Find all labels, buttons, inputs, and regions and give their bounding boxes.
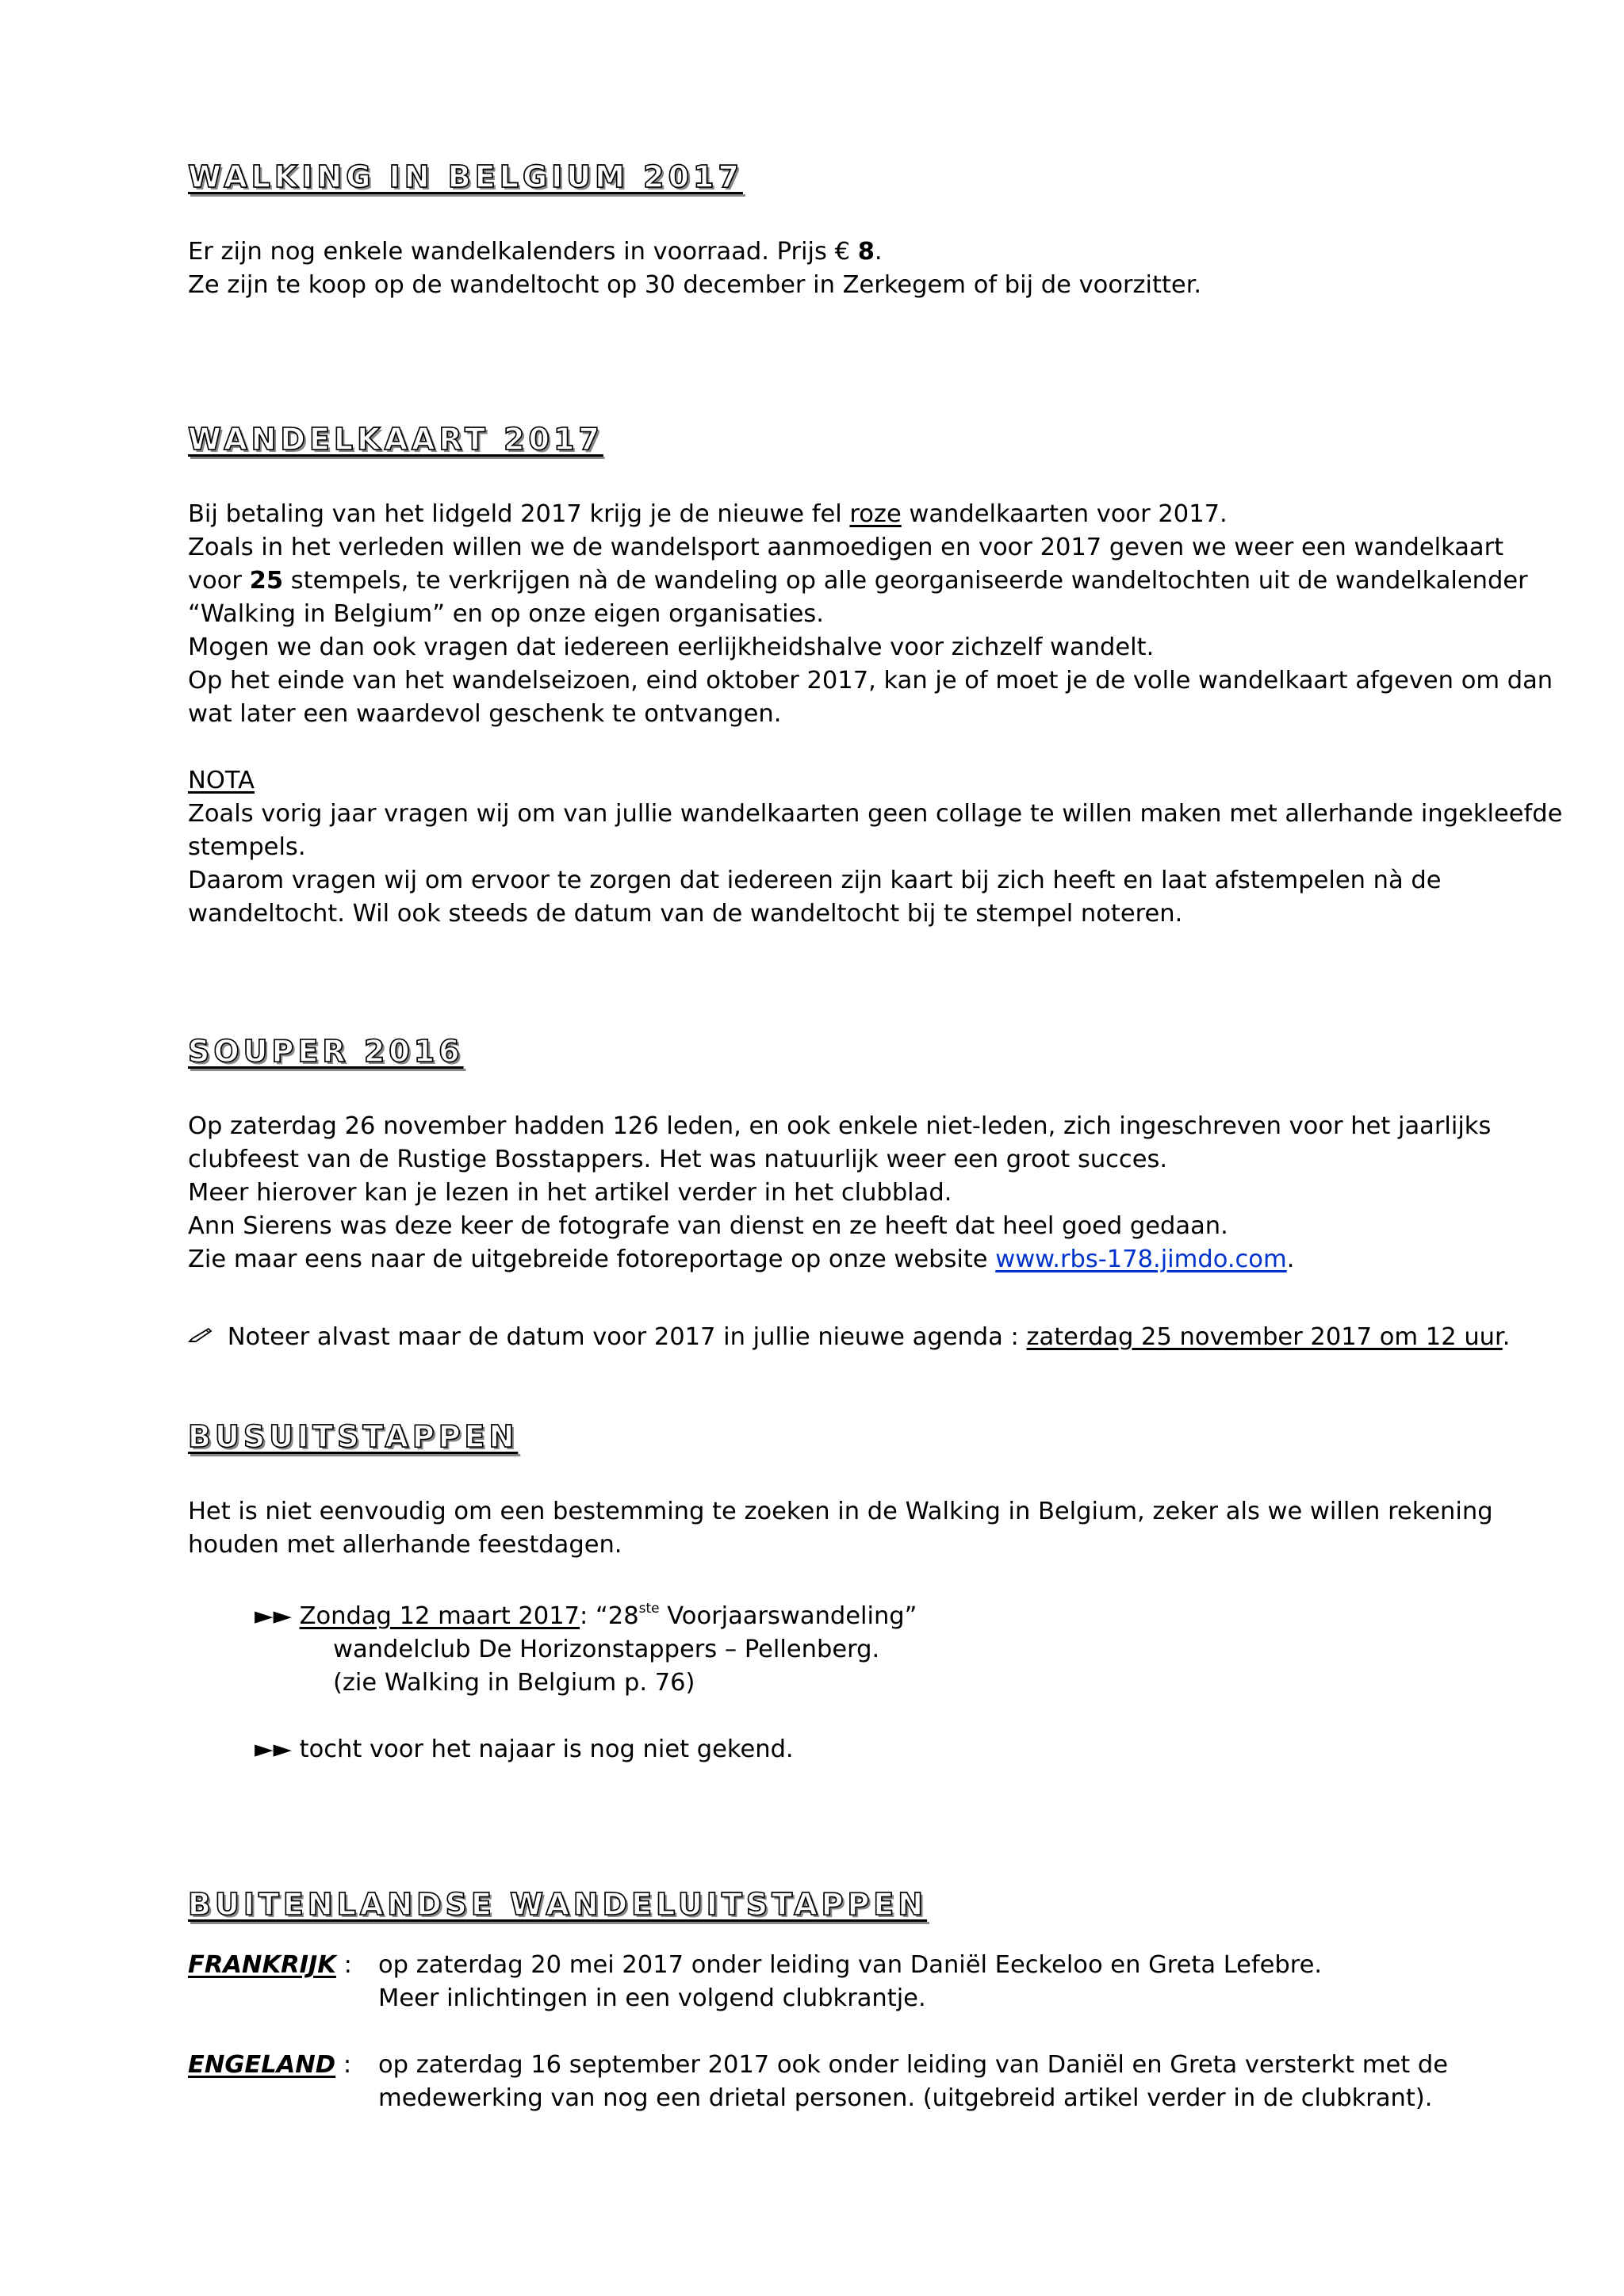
bus-item-1-line-3: (zie Walking in Belgium p. 76): [333, 1669, 695, 1697]
walking-line-2: Ze zijn te koop op de wandeltocht op 30 december in Zerkegem of bij de voorzitter.: [188, 271, 1202, 299]
frankrijk-line-1: op zaterdag 20 mei 2017 onder leiding van Daniël Eeckeloo en Greta Lefebre.: [378, 1951, 1323, 1979]
engeland-line-1: op zaterdag 16 september 2017 ook onder leiding van Daniël en Greta versterkt met de: [378, 2051, 1448, 2079]
bus-item-1: ►► Zondag 12 maart 2017: “28ste Voorjaarswandeling”: [255, 1601, 917, 1630]
heading-buitenlandse-wandeluitstappen: BUITENLANDSE WANDELUITSTAPPEN: [188, 1887, 928, 1922]
bus-line-2: houden met allerhande feestdagen.: [188, 1531, 622, 1559]
wandelkaart-line-7: wat later een waardevol geschenk te ontvangen.: [188, 700, 782, 728]
heading-souper: SOUPER 2016: [188, 1034, 464, 1069]
bus-item-2: ►► tocht voor het najaar is nog niet gekend.: [255, 1735, 794, 1763]
wandelkaart-line-6: Op het einde van het wandelseizoen, eind oktober 2017, kan je of moet je de volle wandelkaart afgeven om dan: [188, 667, 1553, 695]
frankrijk-line-2: Meer inlichtingen in een volgend clubkrantje.: [378, 1984, 926, 2012]
price-value: 8: [857, 238, 875, 266]
nota-line-2: stempels.: [188, 833, 306, 861]
pencil-icon: [188, 1321, 220, 1354]
trip-engeland: ENGELAND : op zaterdag 16 september 2017 ook onder leiding van Daniël en Greta versterkt met de medewerking van nog een drietal personen. (uitgebreid artikel verder in de clubkrant).: [188, 2049, 1584, 2115]
wandelkaart-line-2: Zoals in het verleden willen we de wandelsport aanmoedigen en voor 2017 geven we weer een wandelkaart: [188, 534, 1504, 561]
trip-frankrijk: FRANKRIJK : op zaterdag 20 mei 2017 onder leiding van Daniël Eeckeloo en Greta Lefebre. Meer inlichtingen in een volgend clubkrantje.: [188, 1949, 1584, 2015]
trip-label-frankrijk: FRANKRIJK: [188, 1951, 336, 1979]
engeland-line-2: medewerking van nog een drietal personen. (uitgebreid artikel verder in de clubkrant).: [378, 2084, 1433, 2112]
trip-label-engeland: ENGELAND: [188, 2051, 336, 2079]
website-link[interactable]: www.rbs-178.jimdo.com: [995, 1246, 1287, 1273]
souper-line-2: clubfeest van de Rustige Bosstappers. Het was natuurlijk weer een groot succes.: [188, 1146, 1168, 1173]
wandelkaart-line-5: Mogen we dan ook vragen dat iedereen eerlijkheidshalve voor zichzelf wandelt.: [188, 633, 1155, 661]
nota-line-3: Daarom vragen wij om ervoor te zorgen dat iedereen zijn kaart bij zich heeft en laat afstempelen nà de: [188, 867, 1442, 894]
souper-line-5: Zie maar eens naar de uitgebreide fotoreportage op onze website www.rbs-178.jimdo.com.: [188, 1246, 1295, 1273]
walking-line-1: Er zijn nog enkele wandelkalenders in voorraad. Prijs € 8.: [188, 238, 883, 266]
nota-line-1: Zoals vorig jaar vragen wij om van jullie wandelkaarten geen collage te willen maken met allerhande ingekleefde: [188, 800, 1563, 828]
souper-line-1: Op zaterdag 26 november hadden 126 leden, en ook enkele niet-leden, zich ingeschreven voor het jaarlijks: [188, 1112, 1492, 1140]
document-page: [188, 155, 1584, 2115]
nota-label: NOTA: [188, 767, 255, 794]
bus-item-1-line-2: wandelclub De Horizonstappers – Pellenberg.: [333, 1636, 880, 1663]
souper-line-3: Meer hierover kan je lezen in het artikel verder in het clubblad.: [188, 1179, 952, 1207]
souper-note: Noteer alvast maar de datum voor 2017 in jullie nieuwe agenda : zaterdag 25 november 2017 om 12 uur.: [188, 1321, 1584, 1354]
wandelkaart-line-3: voor 25 stempels, te verkrijgen nà de wandeling op alle georganiseerde wandeltochten uit de wandelkalender: [188, 567, 1528, 595]
souper-line-4: Ann Sierens was deze keer de fotografe van dienst en ze heeft dat heel goed gedaan.: [188, 1212, 1228, 1240]
heading-wandelkaart: WANDELKAART 2017: [188, 422, 603, 457]
bus-line-1: Het is niet eenvoudig om een bestemming te zoeken in de Walking in Belgium, zeker als we willen rekening: [188, 1498, 1493, 1525]
heading-busuitstappen: BUSUITSTAPPEN: [188, 1419, 519, 1454]
wandelkaart-line-1: Bij betaling van het lidgeld 2017 krijg je de nieuwe fel roze wandelkaarten voor 2017.: [188, 500, 1228, 528]
nota-line-4: wandeltocht. Wil ook steeds de datum van de wandeltocht bij te stempel noteren.: [188, 900, 1183, 928]
wandelkaart-line-4: “Walking in Belgium” en op onze eigen organisaties.: [188, 600, 824, 628]
heading-walking-in-belgium: WALKING IN BELGIUM 2017: [188, 159, 743, 194]
